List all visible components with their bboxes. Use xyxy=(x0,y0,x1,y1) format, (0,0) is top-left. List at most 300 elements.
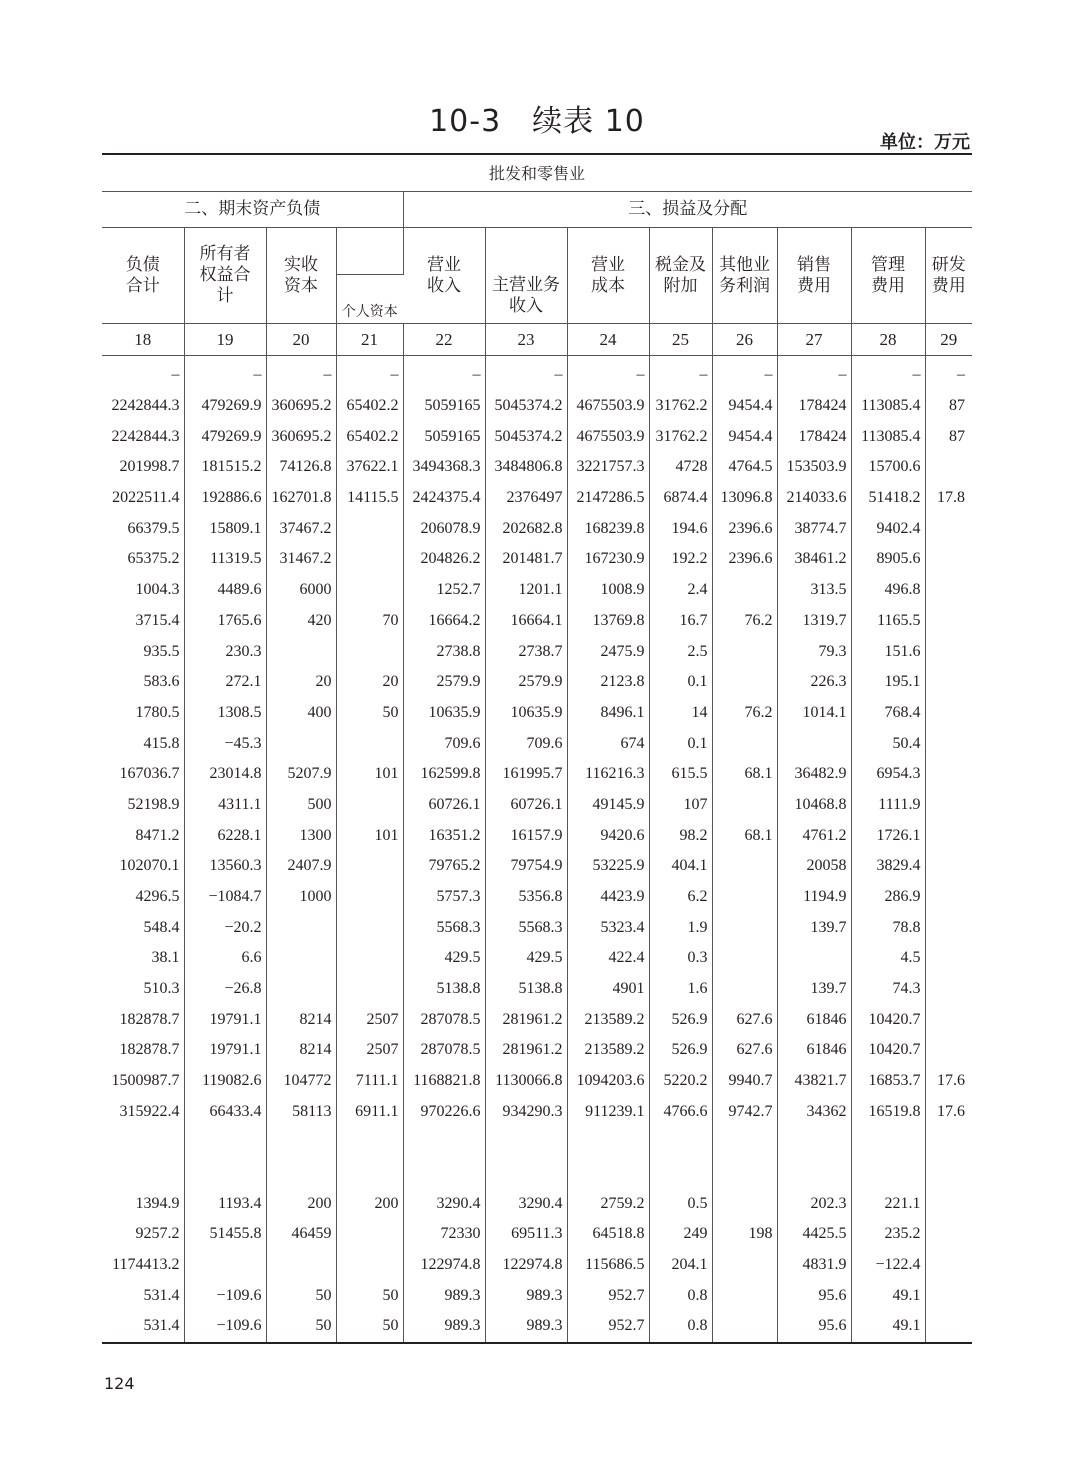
table-cell: −20.2 xyxy=(184,912,266,943)
table-cell xyxy=(712,851,777,882)
table-cell: 65402.2 xyxy=(336,421,403,452)
table-cell: 60726.1 xyxy=(485,790,567,821)
table-cell: 6.6 xyxy=(184,943,266,974)
table-cell: 934290.3 xyxy=(485,1097,567,1128)
table-cell: 526.9 xyxy=(649,1004,712,1035)
table-cell: 95.6 xyxy=(777,1280,851,1311)
table-row xyxy=(102,667,972,698)
table-cell: 709.6 xyxy=(403,728,485,759)
table-cell xyxy=(712,1188,777,1219)
table-cell: 5323.4 xyxy=(567,912,649,943)
table-cell: 6954.3 xyxy=(851,759,925,790)
table-cell: 16664.2 xyxy=(403,606,485,637)
col-header-taxes xyxy=(649,228,712,324)
table-cell: 2147286.5 xyxy=(567,483,649,514)
table-row xyxy=(102,513,972,544)
table-row xyxy=(102,1219,972,1250)
table-cell: 201481.7 xyxy=(485,544,567,575)
table-cell: 8496.1 xyxy=(567,698,649,729)
table-cell: 404.1 xyxy=(649,851,712,882)
column-number: 24 xyxy=(567,324,649,356)
table-cell: 76.2 xyxy=(712,606,777,637)
table-cell: 49.1 xyxy=(851,1311,925,1343)
col-header-main-revenue xyxy=(485,228,567,324)
table-cell: 11319.5 xyxy=(184,544,266,575)
table-cell: 79754.9 xyxy=(485,851,567,882)
table-cell: 181515.2 xyxy=(184,452,266,483)
table-cell: 31762.2 xyxy=(649,421,712,452)
column-number: 22 xyxy=(403,324,485,356)
table-cell xyxy=(925,790,972,821)
table-cell: 214033.6 xyxy=(777,483,851,514)
table-cell: 98.2 xyxy=(649,820,712,851)
table-cell: 400 xyxy=(266,698,336,729)
table-cell xyxy=(851,1127,925,1188)
col-header-other-profit-label: 其他业务利润 xyxy=(718,254,770,296)
table-row xyxy=(102,1188,972,1219)
table-cell xyxy=(266,636,336,667)
table-cell: 168239.8 xyxy=(567,513,649,544)
table-cell: – xyxy=(957,366,966,384)
table-cell: – xyxy=(649,356,712,391)
table-cell: 104772 xyxy=(266,1066,336,1097)
table-cell xyxy=(649,1127,712,1188)
table-cell: 7111.1 xyxy=(336,1066,403,1097)
table-row xyxy=(102,820,972,851)
table-cell: 2376497 xyxy=(485,483,567,514)
table-cell: 4489.6 xyxy=(184,575,266,606)
table-cell: 10420.7 xyxy=(851,1035,925,1066)
table-cell xyxy=(336,513,403,544)
table-row xyxy=(102,728,972,759)
table-cell: 69511.3 xyxy=(485,1219,567,1250)
table-cell: 13096.8 xyxy=(712,483,777,514)
table-cell: 429.5 xyxy=(485,943,567,974)
table-cell: 1394.9 xyxy=(102,1188,184,1219)
table-cell xyxy=(925,1250,972,1281)
table-cell: 195.1 xyxy=(851,667,925,698)
table-row xyxy=(102,544,972,575)
table-cell: 2396.6 xyxy=(712,544,777,575)
section-profit-distribution: 三、损益及分配 xyxy=(403,192,972,228)
column-number: 29 xyxy=(925,324,972,356)
table-cell: 235.2 xyxy=(851,1219,925,1250)
table-cell xyxy=(266,728,336,759)
table-cell: 34362 xyxy=(777,1097,851,1128)
table-row xyxy=(102,575,972,606)
table-cell: 230.3 xyxy=(184,636,266,667)
table-cell: 50.4 xyxy=(851,728,925,759)
table-cell: 9420.6 xyxy=(567,820,649,851)
table-cell: 52198.9 xyxy=(102,790,184,821)
table-cell xyxy=(925,513,972,544)
table-cell: 2242844.3 xyxy=(102,391,184,422)
table-cell: 178424 xyxy=(777,421,851,452)
table-cell: 2507 xyxy=(336,1004,403,1035)
col-header-paid-in-capital xyxy=(266,228,336,324)
table-cell: −1084.7 xyxy=(184,882,266,913)
table-cell: 615.5 xyxy=(649,759,712,790)
table-cell: 58113 xyxy=(266,1097,336,1128)
table-cell xyxy=(925,452,972,483)
table-cell: 2.4 xyxy=(649,575,712,606)
table-cell xyxy=(567,1127,649,1188)
table-cell: 422.4 xyxy=(567,943,649,974)
table-cell: 139.7 xyxy=(777,974,851,1005)
table-cell: 122974.8 xyxy=(403,1250,485,1281)
table-cell: 202.3 xyxy=(777,1188,851,1219)
table-cell: 23014.8 xyxy=(184,759,266,790)
table-cell: 5220.2 xyxy=(649,1066,712,1097)
table-cell xyxy=(925,974,972,1005)
table-cell: 0.8 xyxy=(649,1280,712,1311)
table-cell: 0.3 xyxy=(649,943,712,974)
table-cell: 115686.5 xyxy=(567,1250,649,1281)
table-cell: 221.1 xyxy=(851,1188,925,1219)
table-row xyxy=(102,912,972,943)
table-cell: 5059165 xyxy=(403,391,485,422)
table-row xyxy=(102,1250,972,1281)
table-cell xyxy=(925,759,972,790)
table-cell: 0.1 xyxy=(649,667,712,698)
column-number: 19 xyxy=(184,324,266,356)
table-cell: 1.6 xyxy=(649,974,712,1005)
unit-label: 单位：万元 xyxy=(880,132,970,153)
table-cell: 5568.3 xyxy=(403,912,485,943)
table-cell: – xyxy=(266,356,336,391)
col-header-rnd-label: 研发费用 xyxy=(931,254,966,296)
column-number: 27 xyxy=(777,324,851,356)
table-cell: 1780.5 xyxy=(102,698,184,729)
table-row xyxy=(102,882,972,913)
col-header-revenue-label: 营业收入 xyxy=(426,254,461,296)
table-cell: 202682.8 xyxy=(485,513,567,544)
table-cell xyxy=(925,1188,972,1219)
table-cell: 68.1 xyxy=(712,820,777,851)
table-row xyxy=(102,483,972,514)
table-cell xyxy=(925,943,972,974)
table-cell: 15809.1 xyxy=(184,513,266,544)
table-cell: 479269.9 xyxy=(184,391,266,422)
table-cell xyxy=(336,943,403,974)
table-cell xyxy=(712,974,777,1005)
table-cell: 36482.9 xyxy=(777,759,851,790)
table-cell: 531.4 xyxy=(102,1311,184,1343)
table-cell: 281961.2 xyxy=(485,1004,567,1035)
table-cell xyxy=(712,667,777,698)
table-cell: 74.3 xyxy=(851,974,925,1005)
table-cell: 952.7 xyxy=(567,1280,649,1311)
table-cell xyxy=(925,1127,972,1188)
table-cell: 6.2 xyxy=(649,882,712,913)
table-cell: 13769.8 xyxy=(567,606,649,637)
column-number: 28 xyxy=(851,324,925,356)
table-cell: – xyxy=(184,356,266,391)
table-cell: 8214 xyxy=(266,1004,336,1035)
table-cell: −26.8 xyxy=(184,974,266,1005)
table-cell: 46459 xyxy=(266,1219,336,1250)
table-cell: – xyxy=(567,356,649,391)
table-cell xyxy=(266,912,336,943)
table-cell xyxy=(712,912,777,943)
table-cell: 768.4 xyxy=(851,698,925,729)
table-cell: 4.5 xyxy=(851,943,925,974)
table-cell: 4831.9 xyxy=(777,1250,851,1281)
table-cell: 200 xyxy=(266,1188,336,1219)
table-cell: 510.3 xyxy=(102,974,184,1005)
table-cell: 51455.8 xyxy=(184,1219,266,1250)
table-cell: 37467.2 xyxy=(266,513,336,544)
table-cell xyxy=(925,1219,972,1250)
table-cell xyxy=(336,1219,403,1250)
table-cell xyxy=(925,698,972,729)
table-cell xyxy=(712,790,777,821)
table-cell: – xyxy=(336,356,403,391)
table-cell: 16351.2 xyxy=(403,820,485,851)
table-cell: 2424375.4 xyxy=(403,483,485,514)
table-cell: – xyxy=(777,356,851,391)
table-cell: 5059165 xyxy=(403,421,485,452)
table-cell: −45.3 xyxy=(184,728,266,759)
table-cell: 43821.7 xyxy=(777,1066,851,1097)
table-cell xyxy=(925,575,972,606)
table-cell: 709.6 xyxy=(485,728,567,759)
table-cell: 49.1 xyxy=(851,1280,925,1311)
table-cell: −122.4 xyxy=(851,1250,925,1281)
table-cell: 4764.5 xyxy=(712,452,777,483)
table-cell: 5356.8 xyxy=(485,882,567,913)
table-cell: 9454.4 xyxy=(712,391,777,422)
col-header-taxes-label: 税金及附加 xyxy=(654,254,706,296)
table-cell: 989.3 xyxy=(485,1280,567,1311)
table-cell: 5138.8 xyxy=(403,974,485,1005)
table-row xyxy=(102,356,972,391)
table-cell: 989.3 xyxy=(403,1311,485,1343)
column-number: 20 xyxy=(266,324,336,356)
table-row xyxy=(102,1066,972,1097)
table-cell xyxy=(336,1127,403,1188)
table-cell: 153503.9 xyxy=(777,452,851,483)
table-cell xyxy=(925,1280,972,1311)
table-cell: 2242844.3 xyxy=(102,421,184,452)
table-cell: 65402.2 xyxy=(336,391,403,422)
table-cell xyxy=(184,1127,266,1188)
table-cell: 1008.9 xyxy=(567,575,649,606)
table-cell: 38.1 xyxy=(102,943,184,974)
table-cell: 66379.5 xyxy=(102,513,184,544)
table-cell xyxy=(925,851,972,882)
table-cell: 952.7 xyxy=(567,1311,649,1343)
table-cell: – xyxy=(851,356,925,391)
table-cell xyxy=(712,1311,777,1343)
table-cell: 3715.4 xyxy=(102,606,184,637)
table-row xyxy=(102,1035,972,1066)
table-cell: 14115.5 xyxy=(336,483,403,514)
col-header-owners-equity xyxy=(184,228,266,324)
table-cell: 167230.9 xyxy=(567,544,649,575)
table-cell: 113085.4 xyxy=(851,391,925,422)
table-cell: 287078.5 xyxy=(403,1004,485,1035)
table-cell: 4425.5 xyxy=(777,1219,851,1250)
table-cell: 162599.8 xyxy=(403,759,485,790)
table-cell: 119082.6 xyxy=(184,1066,266,1097)
table-cell: 79.3 xyxy=(777,636,851,667)
table-cell: 496.8 xyxy=(851,575,925,606)
table-cell: 989.3 xyxy=(403,1280,485,1311)
table-cell: 200 xyxy=(336,1188,403,1219)
col-header-selling-label: 销售费用 xyxy=(796,254,831,296)
table-cell xyxy=(712,575,777,606)
table-cell: 1111.9 xyxy=(851,790,925,821)
table-cell: 286.9 xyxy=(851,882,925,913)
table-cell: 1014.1 xyxy=(777,698,851,729)
table-cell: 4766.6 xyxy=(649,1097,712,1128)
table-cell: 182878.7 xyxy=(102,1035,184,1066)
table-cell: 4296.5 xyxy=(102,882,184,913)
table-cell: 548.4 xyxy=(102,912,184,943)
col-header-paid-in-capital-label: 实收资本 xyxy=(283,254,318,296)
table-cell: 194.6 xyxy=(649,513,712,544)
table-cell: 1308.5 xyxy=(184,698,266,729)
table-cell: 10468.8 xyxy=(777,790,851,821)
table-cell: 2475.9 xyxy=(567,636,649,667)
table-cell: 5757.3 xyxy=(403,882,485,913)
table-cell xyxy=(336,575,403,606)
table-cell: 206078.9 xyxy=(403,513,485,544)
table-cell: 2396.6 xyxy=(712,513,777,544)
table-cell: 3484806.8 xyxy=(485,452,567,483)
table-cell: 1201.1 xyxy=(485,575,567,606)
table-cell: 9402.4 xyxy=(851,513,925,544)
col-header-personal-capital-spacer xyxy=(336,228,403,275)
column-number: 21 xyxy=(336,324,403,356)
table-cell: 16853.7 xyxy=(851,1066,925,1097)
table-cell xyxy=(712,943,777,974)
table-cell: 911239.1 xyxy=(567,1097,649,1128)
table-cell xyxy=(403,1127,485,1188)
table-cell: 50 xyxy=(336,1311,403,1343)
table-cell: 1168821.8 xyxy=(403,1066,485,1097)
table-cell xyxy=(336,544,403,575)
table-cell: 87 xyxy=(949,427,966,445)
section-assets-liabilities: 二、期末资产负债 xyxy=(102,192,403,228)
table-cell: 1193.4 xyxy=(184,1188,266,1219)
table-cell: 204.1 xyxy=(649,1250,712,1281)
table-cell: 116216.3 xyxy=(567,759,649,790)
table-cell: 1765.6 xyxy=(184,606,266,637)
table-cell: 204826.2 xyxy=(403,544,485,575)
table-cell: 38461.2 xyxy=(777,544,851,575)
table-cell: 10635.9 xyxy=(485,698,567,729)
table-cell: 162701.8 xyxy=(266,483,336,514)
table-cell: 20058 xyxy=(777,851,851,882)
table-cell: 3221757.3 xyxy=(567,452,649,483)
table-row xyxy=(102,759,972,790)
table-cell: 20 xyxy=(266,667,336,698)
table-cell xyxy=(925,882,972,913)
table-cell: 0.8 xyxy=(649,1311,712,1343)
table-cell: 8905.6 xyxy=(851,544,925,575)
table-row xyxy=(102,851,972,882)
table-cell: 4901 xyxy=(567,974,649,1005)
table-row xyxy=(102,1280,972,1311)
table-cell: 16519.8 xyxy=(851,1097,925,1128)
table-cell xyxy=(336,974,403,1005)
table-cell: 287078.5 xyxy=(403,1035,485,1066)
table-cell: 95.6 xyxy=(777,1311,851,1343)
table-cell: 167036.7 xyxy=(102,759,184,790)
table-cell: 5045374.2 xyxy=(485,421,567,452)
table-cell: 113085.4 xyxy=(851,421,925,452)
table-cell: 315922.4 xyxy=(102,1097,184,1128)
table-cell xyxy=(777,728,851,759)
table-cell: 78.8 xyxy=(851,912,925,943)
table-cell xyxy=(925,1311,972,1343)
table-cell: 5045374.2 xyxy=(485,391,567,422)
table-cell: – xyxy=(102,356,184,391)
column-number: 25 xyxy=(649,324,712,356)
table-cell: 9940.7 xyxy=(712,1066,777,1097)
table-cell: 1165.5 xyxy=(851,606,925,637)
table-cell: 627.6 xyxy=(712,1035,777,1066)
col-header-personal-capital: 个人资本 xyxy=(336,275,403,324)
table-cell: 60726.1 xyxy=(403,790,485,821)
table-cell: 192.2 xyxy=(649,544,712,575)
table-cell: 3494368.3 xyxy=(403,452,485,483)
col-header-admin-label: 管理费用 xyxy=(870,254,905,296)
table-row xyxy=(102,391,972,422)
col-header-liabilities-label: 负债合计 xyxy=(125,254,160,296)
table-cell: 226.3 xyxy=(777,667,851,698)
table-cell: 674 xyxy=(567,728,649,759)
column-number: 26 xyxy=(712,324,777,356)
table-cell: 8471.2 xyxy=(102,820,184,851)
table-cell xyxy=(336,851,403,882)
table-cell xyxy=(712,882,777,913)
table-cell: 14 xyxy=(649,698,712,729)
table-cell: 1.9 xyxy=(649,912,712,943)
table-cell: 31467.2 xyxy=(266,544,336,575)
table-cell: −109.6 xyxy=(184,1311,266,1343)
table-cell: 415.8 xyxy=(102,728,184,759)
table-row xyxy=(102,606,972,637)
table-cell: 13560.3 xyxy=(184,851,266,882)
table-cell: 313.5 xyxy=(777,575,851,606)
column-number: 18 xyxy=(102,324,184,356)
col-header-rnd xyxy=(925,228,972,324)
table-cell: 107 xyxy=(649,790,712,821)
table-cell: 6874.4 xyxy=(649,483,712,514)
table-cell: 500 xyxy=(266,790,336,821)
page-title: 10-3 续表 10 xyxy=(429,104,645,139)
table-cell: 66433.4 xyxy=(184,1097,266,1128)
table-cell: 213589.2 xyxy=(567,1035,649,1066)
table-cell: 2579.9 xyxy=(485,667,567,698)
table-cell: 627.6 xyxy=(712,1004,777,1035)
table-cell: 4423.9 xyxy=(567,882,649,913)
table-cell: 50 xyxy=(336,1280,403,1311)
table-row xyxy=(102,452,972,483)
table-cell: 2407.9 xyxy=(266,851,336,882)
table-cell: 1726.1 xyxy=(851,820,925,851)
table-cell: 1004.3 xyxy=(102,575,184,606)
table-cell xyxy=(777,1127,851,1188)
table-cell: 5568.3 xyxy=(485,912,567,943)
table-cell: 61846 xyxy=(777,1035,851,1066)
table-cell: 61846 xyxy=(777,1004,851,1035)
table-cell: 1000 xyxy=(266,882,336,913)
table-cell: 2507 xyxy=(336,1035,403,1066)
